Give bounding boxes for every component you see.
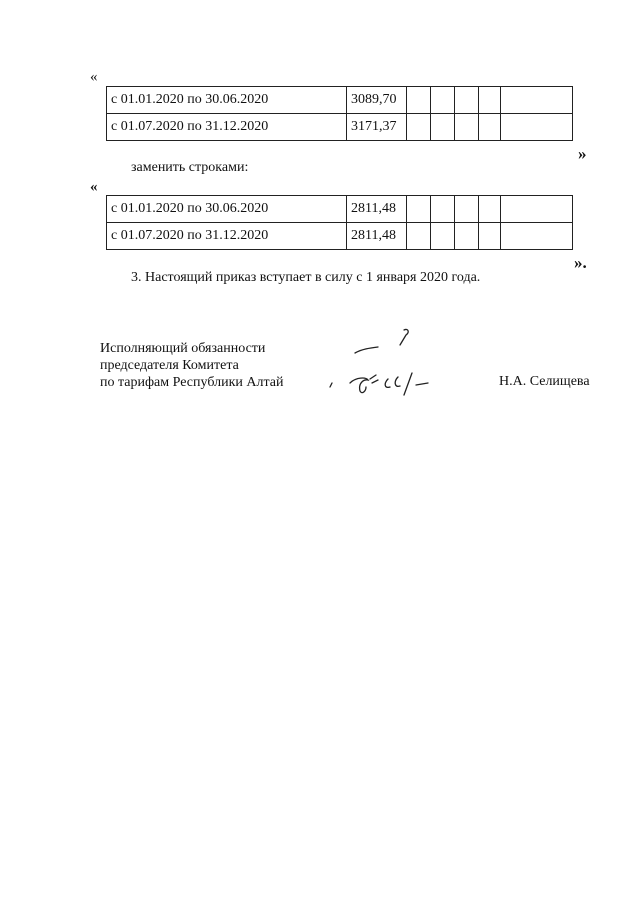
period-cell: с 01.01.2020 по 30.06.2020 — [107, 196, 347, 223]
item-3-text: 3. Настоящий приказ вступает в силу с 1 января 2020 года. — [131, 270, 481, 285]
replace-text: заменить строками: — [131, 160, 249, 175]
empty-cell — [501, 223, 573, 250]
close-quote-1: » — [578, 144, 587, 163]
empty-cell — [479, 223, 501, 250]
empty-cell — [479, 196, 501, 223]
period-cell: с 01.01.2020 по 30.06.2020 — [107, 87, 347, 114]
empty-cell — [501, 87, 573, 114]
signatory-title — [100, 340, 283, 391]
empty-cell — [501, 114, 573, 141]
table-row — [107, 223, 573, 250]
empty-cell — [431, 114, 455, 141]
empty-cell — [431, 87, 455, 114]
table-row — [107, 87, 573, 114]
empty-cell — [431, 223, 455, 250]
empty-cell — [431, 196, 455, 223]
open-quote-1: « — [90, 69, 98, 85]
signatory-name: Н.А. Селищева — [499, 374, 590, 389]
handwritten-signature — [320, 325, 450, 400]
empty-cell — [455, 87, 479, 114]
empty-cell — [407, 196, 431, 223]
signatory-line-2: председателя Комитета — [100, 358, 239, 373]
old-rows-table — [106, 86, 573, 141]
signatory-line-1: Исполняющий обязанности — [100, 341, 266, 356]
value-cell: 3171,37 — [347, 114, 407, 141]
close-quote-2: ». — [574, 253, 587, 272]
table-row — [107, 196, 573, 223]
value-cell: 2811,48 — [347, 196, 407, 223]
value-cell: 3089,70 — [347, 87, 407, 114]
open-quote-2: « — [90, 179, 98, 195]
empty-cell — [455, 114, 479, 141]
new-rows-table — [106, 195, 573, 250]
empty-cell — [479, 87, 501, 114]
empty-cell — [455, 223, 479, 250]
table-row — [107, 114, 573, 141]
empty-cell — [479, 114, 501, 141]
period-cell: с 01.07.2020 по 31.12.2020 — [107, 223, 347, 250]
empty-cell — [407, 223, 431, 250]
period-cell: с 01.07.2020 по 31.12.2020 — [107, 114, 347, 141]
value-cell: 2811,48 — [347, 223, 407, 250]
empty-cell — [407, 114, 431, 141]
signatory-line-3: по тарифам Республики Алтай — [100, 375, 284, 390]
empty-cell — [407, 87, 431, 114]
empty-cell — [455, 196, 479, 223]
empty-cell — [501, 196, 573, 223]
